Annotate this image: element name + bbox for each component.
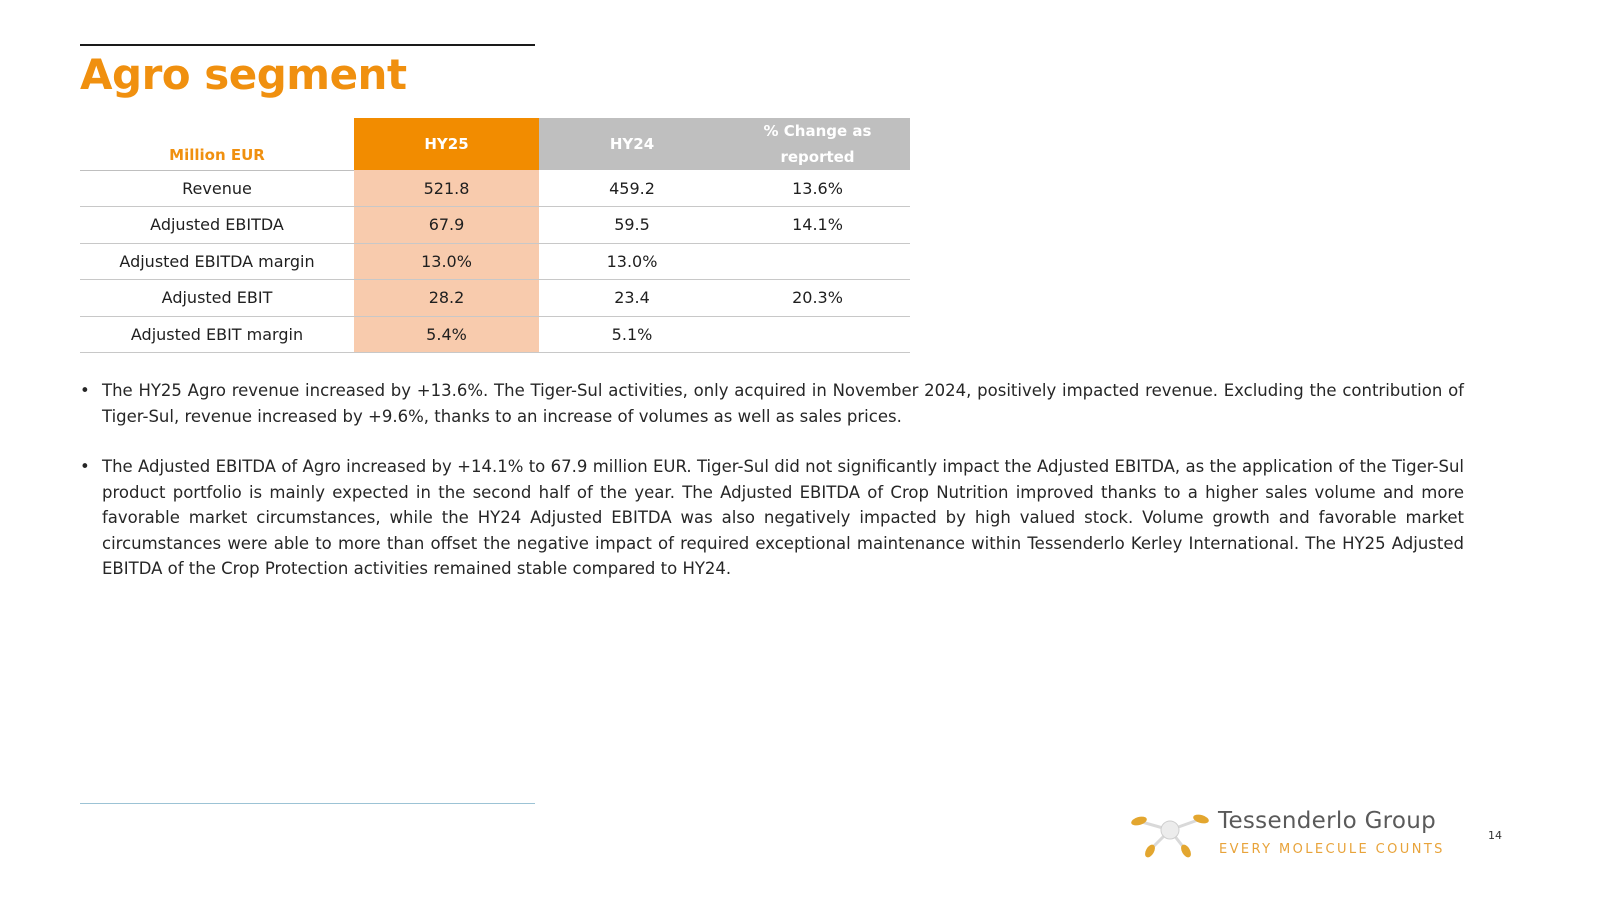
hy25-value: 5.4% [354, 316, 539, 353]
change-value [725, 243, 910, 280]
column-header-change: % Change as reported [725, 118, 910, 170]
hy24-value: 59.5 [539, 207, 725, 244]
hy25-value: 67.9 [354, 207, 539, 244]
logo-name: Tessenderlo Group [1218, 808, 1437, 834]
row-label: Adjusted EBIT margin [80, 316, 354, 353]
page-number: 14 [1488, 829, 1502, 842]
change-value [725, 316, 910, 353]
bullet-text: The HY25 Agro revenue increased by +13.6%. The Tiger-Sul activities, only acquired in November 2024, positively impacted revenue. Excluding the contribution of Tiger-Sul, revenue increased by +9.6%, thanks to an increase of volumes as well as sales prices. [102, 381, 1464, 426]
logo-tagline: EVERY MOLECULE COUNTS [1219, 842, 1445, 857]
hy25-value: 521.8 [354, 170, 539, 207]
hy25-value: 28.2 [354, 280, 539, 317]
row-label: Revenue [80, 170, 354, 207]
hy24-value: 13.0% [539, 243, 725, 280]
row-label: Adjusted EBITDA margin [80, 243, 354, 280]
row-label: Adjusted EBITDA [80, 207, 354, 244]
change-value: 14.1% [725, 207, 910, 244]
list-item [80, 454, 1464, 582]
company-logo [1128, 806, 1448, 862]
column-header-hy24: HY24 [539, 118, 725, 170]
commentary-list [80, 378, 1464, 607]
footer-rule [80, 803, 535, 804]
change-value: 20.3% [725, 280, 910, 317]
hy24-value: 459.2 [539, 170, 725, 207]
table-row [80, 243, 910, 280]
title-rule [80, 44, 535, 46]
hy25-value: 13.0% [354, 243, 539, 280]
change-value: 13.6% [725, 170, 910, 207]
bullet-icon: • [80, 381, 90, 400]
table-header-row [80, 118, 910, 170]
table-row [80, 316, 910, 353]
hy24-value: 5.1% [539, 316, 725, 353]
bullet-icon: • [80, 457, 90, 476]
column-header-hy25: HY25 [354, 118, 539, 170]
table-row [80, 207, 910, 244]
page-title: Agro segment [80, 50, 407, 99]
table-row [80, 170, 910, 207]
table-row [80, 280, 910, 317]
bullet-text: The Adjusted EBITDA of Agro increased by +14.1% to 67.9 million EUR. Tiger-Sul did not significantly impact the Adjusted EBITDA, as the application of the Tiger-Sul product portfolio is mainly expected in the second half of the year. The Adjusted EBITDA of Crop Nutrition improved thanks to a higher sales volume and more favorable market circumstances, while the HY24 Adjusted EBITDA was also negatively impacted by high valued stock. Volume growth and favorable market circumstances were able to more than offset the negative impact of required exceptional maintenance within Tessenderlo Kerley International. The HY25 Adjusted EBITDA of the Crop Protection activities remained stable compared to HY24. [102, 457, 1464, 578]
molecule-logo-icon [1128, 808, 1213, 860]
row-label: Adjusted EBIT [80, 280, 354, 317]
financial-table [80, 118, 910, 353]
unit-label: Million EUR [80, 118, 354, 170]
hy24-value: 23.4 [539, 280, 725, 317]
list-item [80, 378, 1464, 429]
